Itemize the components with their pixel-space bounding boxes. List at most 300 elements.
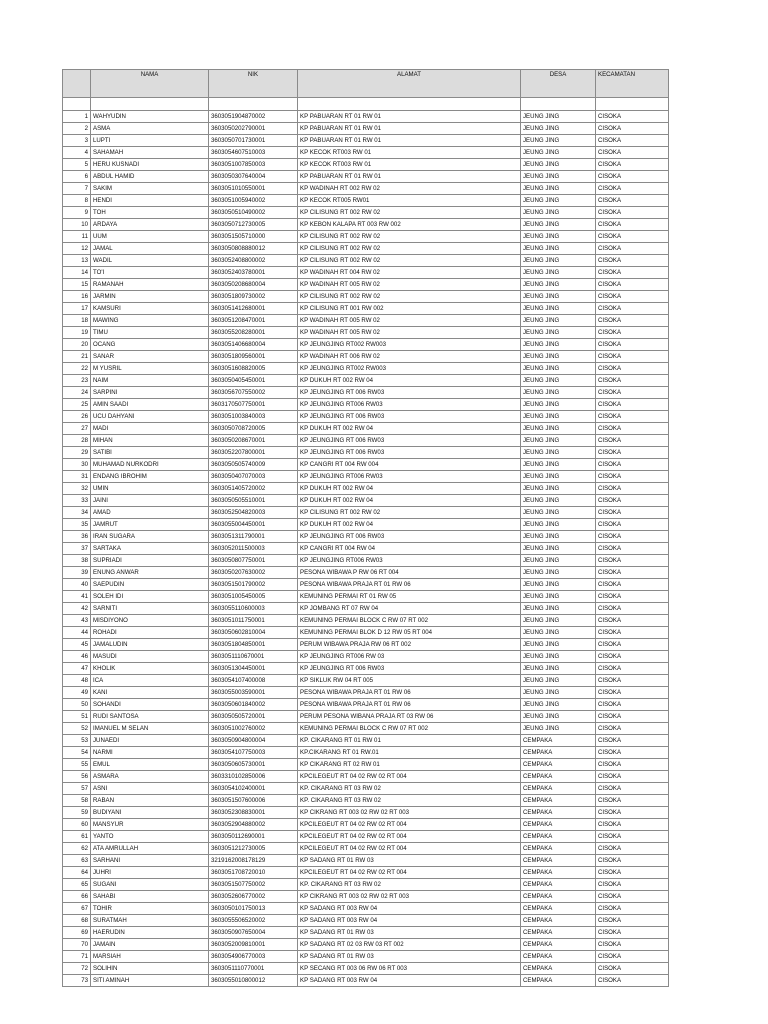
table-row [63,147,669,159]
cell-no: 27 [63,423,91,435]
table-row [63,927,669,939]
cell-nama: MAWING [91,315,209,327]
cell-kecamatan: CISOKA [596,735,669,747]
cell-kecamatan: CISOKA [596,939,669,951]
table-row [63,195,669,207]
cell-alamat: KP DUKUH RT 002 RW 04 [298,423,521,435]
table-row [63,471,669,483]
cell-nik: 3603051010550001 [209,183,298,195]
cell-alamat: KP JEUNGJING RT 006 RW03 [298,663,521,675]
cell-alamat: KP WADINAH RT 005 RW 02 [298,315,521,327]
cell-alamat: KP JEUNGJING RT 006 RW03 [298,435,521,447]
table-row [63,903,669,915]
cell-desa: JEUNG JING [521,507,596,519]
cell-nik: 3603051005940002 [209,195,298,207]
cell-nik: 3603051804850001 [209,639,298,651]
cell-nama: ASNI [91,783,209,795]
cell-nama: SANAR [91,351,209,363]
table-row [63,267,669,279]
cell-desa: JEUNG JING [521,471,596,483]
cell-nik: 3603050510490002 [209,207,298,219]
cell-desa: JEUNG JING [521,195,596,207]
cell-kecamatan: CISOKA [596,219,669,231]
cell-nik: 3603050505720001 [209,711,298,723]
cell-no: 35 [63,519,91,531]
table-row [63,363,669,375]
cell-nama: MADI [91,423,209,435]
cell-alamat: KP DUKUH RT 002 RW 04 [298,519,521,531]
cell-alamat: KP JEUNGJING RT002 RW003 [298,363,521,375]
cell-nik: 3603050712730005 [209,219,298,231]
cell-nama: ENUNG ANWAR [91,567,209,579]
cell-desa: JEUNG JING [521,255,596,267]
cell-nama: UUM [91,231,209,243]
cell-no: 64 [63,867,91,879]
header-no [63,70,91,98]
cell-nama: KANI [91,687,209,699]
cell-no: 29 [63,447,91,459]
table-row [63,435,669,447]
cell-kecamatan: CISOKA [596,579,669,591]
cell-alamat: KP. CIKARANG RT 03 RW 02 [298,795,521,807]
cell-nama: SATIBI [91,447,209,459]
cell-no: 73 [63,975,91,987]
cell-kecamatan: CISOKA [596,855,669,867]
cell-kecamatan: CISOKA [596,315,669,327]
header-alamat: ALAMAT [298,70,521,98]
cell-no: 34 [63,507,91,519]
cell-kecamatan: CISOKA [596,375,669,387]
cell-no: 65 [63,879,91,891]
cell-nik: 3603050101750013 [209,903,298,915]
cell-nama: SARTAKA [91,543,209,555]
cell-alamat: KP JEUNGJING RT002 RW003 [298,339,521,351]
cell-no: 42 [63,603,91,615]
cell-desa: JEUNG JING [521,315,596,327]
cell-nik: 3603051405720002 [209,483,298,495]
cell-nik: 3603050601840002 [209,699,298,711]
table-row [63,387,669,399]
cell-alamat: KP SADANG RT 003 RW 04 [298,975,521,987]
cell-alamat: KP WADINAH RT 005 RW 02 [298,327,521,339]
cell-nama: RUDI SANTOSA [91,711,209,723]
cell-kecamatan: CISOKA [596,507,669,519]
cell-kecamatan: CISOKA [596,351,669,363]
cell-no: 24 [63,387,91,399]
cell-alamat: KP CILISUNG RT 002 RW 02 [298,507,521,519]
cell-no: 37 [63,543,91,555]
cell-desa: CEMPAKA [521,843,596,855]
table-row [63,819,669,831]
table-row [63,663,669,675]
cell-desa: CEMPAKA [521,891,596,903]
cell-nama: TOH [91,207,209,219]
cell-desa: JEUNG JING [521,687,596,699]
cell-nama: HAERUDIN [91,927,209,939]
cell-kecamatan: CISOKA [596,747,669,759]
cell-nik: 3603050208670001 [209,435,298,447]
cell-desa: JEUNG JING [521,219,596,231]
cell-alamat: KP JEUNGJING RT006 RW03 [298,471,521,483]
cell-desa: CEMPAKA [521,915,596,927]
cell-alamat: KP CANGRI RT 004 RW 04 [298,543,521,555]
table-row [63,135,669,147]
cell-nama: KAMSURI [91,303,209,315]
cell-nama: JUHRI [91,867,209,879]
cell-nik: 3603052606770002 [209,891,298,903]
cell-desa: JEUNG JING [521,411,596,423]
cell-alamat: KP JEUNGJING RT 006 RW03 [298,447,521,459]
cell-alamat: KP KECOK RT005 RW01 [298,195,521,207]
cell-desa: JEUNG JING [521,723,596,735]
header-desa: DESA [521,70,596,98]
cell-nama: SAEPUDIN [91,579,209,591]
cell-no: 30 [63,459,91,471]
table-row [63,411,669,423]
table-row [63,807,669,819]
cell-nama: SITI AMINAH [91,975,209,987]
cell-alamat: KEMUNING PERMAI BLOCK C RW 07 RT 002 [298,723,521,735]
cell-nik: 3603050405450001 [209,375,298,387]
table-row [63,339,669,351]
cell-alamat: KP CIKRANG RT 003 02 RW 02 RT 003 [298,807,521,819]
cell-kecamatan: CISOKA [596,195,669,207]
table-row [63,975,669,987]
cell-no: 48 [63,675,91,687]
cell-desa: CEMPAKA [521,951,596,963]
cell-desa: CEMPAKA [521,783,596,795]
cell-no: 52 [63,723,91,735]
cell-nik: 3603051208470001 [209,315,298,327]
cell-desa: CEMPAKA [521,855,596,867]
table-row [63,627,669,639]
table-row [63,183,669,195]
cell-nik: 3603050207630002 [209,567,298,579]
cell-nik: 3603051608820005 [209,363,298,375]
cell-desa: JEUNG JING [521,375,596,387]
cell-alamat: KPCILEGEUT RT 04 02 RW 02 RT 004 [298,867,521,879]
cell-desa: JEUNG JING [521,615,596,627]
cell-nama: KHOLIK [91,663,209,675]
cell-desa: CEMPAKA [521,795,596,807]
cell-desa: CEMPAKA [521,903,596,915]
table-row [63,483,669,495]
table-body [63,98,669,987]
table-row [63,603,669,615]
cell-kecamatan: CISOKA [596,903,669,915]
table-row [63,915,669,927]
cell-kecamatan: CISOKA [596,147,669,159]
cell-alamat: KPCILEGEUT RT 04 02 RW 02 RT 004 [298,843,521,855]
cell-kecamatan: CISOKA [596,807,669,819]
table-row [63,243,669,255]
cell-alamat: KP DUKUH RT 002 RW 04 [298,483,521,495]
table-row [63,399,669,411]
cell-nama: WADIL [91,255,209,267]
table-row [63,459,669,471]
cell-nama: SOLIHIN [91,963,209,975]
cell-alamat: KP SADANG RT 01 RW 03 [298,855,521,867]
table-row [63,543,669,555]
cell-no: 51 [63,711,91,723]
cell-nama: LUPTI [91,135,209,147]
cell-desa: JEUNG JING [521,339,596,351]
cell-no: 33 [63,495,91,507]
cell-kecamatan: CISOKA [596,687,669,699]
cell-no: 69 [63,927,91,939]
table-row [63,555,669,567]
cell-alamat: KP. CIKARANG RT 01 RW 01 [298,735,521,747]
cell-kecamatan: CISOKA [596,423,669,435]
cell-no: 4 [63,147,91,159]
cell-kecamatan: CISOKA [596,723,669,735]
cell-desa: JEUNG JING [521,231,596,243]
cell-desa: JEUNG JING [521,363,596,375]
cell-nama: IRAN SUGARA [91,531,209,543]
cell-desa: CEMPAKA [521,939,596,951]
table-row [63,843,669,855]
cell-no: 5 [63,159,91,171]
cell-kecamatan: CISOKA [596,963,669,975]
cell-no: 53 [63,735,91,747]
cell-desa: JEUNG JING [521,603,596,615]
cell-nama: TIMU [91,327,209,339]
cell-no: 55 [63,759,91,771]
cell-nik: 3603055004450001 [209,519,298,531]
cell-nama: NAIM [91,375,209,387]
cell-alamat: PERUM WIBAWA PRAJA RW 06 RT 002 [298,639,521,651]
cell-desa: JEUNG JING [521,591,596,603]
cell-no: 10 [63,219,91,231]
table-row [63,855,669,867]
table-row [63,747,669,759]
cell-desa: JEUNG JING [521,459,596,471]
cell-alamat: KEMUNING PERMAI RT 01 RW 05 [298,591,521,603]
cell-alamat: KP JOMBANG RT 07 RW 04 [298,603,521,615]
cell-nama: HERU KUSNADI [91,159,209,171]
table-row [63,615,669,627]
cell-alamat: KPCILEGEUT RT 04 02 RW 02 RT 004 [298,831,521,843]
table-row [63,771,669,783]
cell-desa: JEUNG JING [521,267,596,279]
cell-nama: ASMARA [91,771,209,783]
cell-desa: CEMPAKA [521,963,596,975]
cell-kecamatan: CISOKA [596,639,669,651]
table-row [63,891,669,903]
cell-nama: TO'I [91,267,209,279]
table-row [63,231,669,243]
cell-nama: SURATMAH [91,915,209,927]
cell-nama: MASUDI [91,651,209,663]
cell-desa: CEMPAKA [521,747,596,759]
cell-alamat: KP CILISUNG RT 001 RW 002 [298,303,521,315]
cell-no: 17 [63,303,91,315]
cell-desa: JEUNG JING [521,423,596,435]
table-row [63,219,669,231]
cell-kecamatan: CISOKA [596,411,669,423]
cell-desa: JEUNG JING [521,567,596,579]
cell-desa: CEMPAKA [521,975,596,987]
table-row [63,111,669,123]
cell-desa: CEMPAKA [521,879,596,891]
cell-nama: WAHYUDIN [91,111,209,123]
table-row [63,291,669,303]
cell-nama: JAINI [91,495,209,507]
cell-alamat: KP. CIKARANG RT 03 RW 02 [298,783,521,795]
cell-alamat: KP CILISUNG RT 002 RW 02 [298,243,521,255]
cell-nik: 3603051311790001 [209,531,298,543]
cell-no: 13 [63,255,91,267]
cell-no: 11 [63,231,91,243]
cell-nama: ASMA [91,123,209,135]
table-row [63,279,669,291]
table-row [63,303,669,315]
cell-nik: 3603055506520002 [209,915,298,927]
cell-alamat: KP CILISUNG RT 002 RW 02 [298,207,521,219]
cell-nik: 3603050202790001 [209,123,298,135]
cell-no: 45 [63,639,91,651]
table-row [63,951,669,963]
cell-alamat: KP CILISUNG RT 002 RW 02 [298,255,521,267]
cell-kecamatan: CISOKA [596,531,669,543]
cell-alamat: PESONA WIBAWA PRAJA RT 01 RW 06 [298,699,521,711]
cell-kecamatan: CISOKA [596,651,669,663]
cell-desa: CEMPAKA [521,927,596,939]
cell-nama: SAHABI [91,891,209,903]
cell-alamat: KP JEUNGJING RT 006 RW03 [298,387,521,399]
table-row [63,939,669,951]
table-row [63,591,669,603]
cell-desa: JEUNG JING [521,711,596,723]
cell-no: 18 [63,315,91,327]
cell-kecamatan: CISOKA [596,459,669,471]
cell-kecamatan: CISOKA [596,975,669,987]
cell-kecamatan: CISOKA [596,867,669,879]
cell-kecamatan: CISOKA [596,207,669,219]
cell-desa: JEUNG JING [521,495,596,507]
cell-nama: IMANUEL M SELAN [91,723,209,735]
data-table [62,69,669,987]
table-row [63,171,669,183]
cell-kecamatan: CISOKA [596,543,669,555]
cell-desa: JEUNG JING [521,135,596,147]
cell-kecamatan: CISOKA [596,831,669,843]
cell-nama: SAHAMAH [91,147,209,159]
cell-nama: TOHIR [91,903,209,915]
cell-nik: 3603050605730001 [209,759,298,771]
cell-kecamatan: CISOKA [596,843,669,855]
cell-alamat: KPCILEGEUT RT 04 02 RW 02 RT 004 [298,819,521,831]
table-row [63,963,669,975]
cell-alamat: KP WADINAH RT 002 RW 02 [298,183,521,195]
cell-kecamatan: CISOKA [596,243,669,255]
cell-desa: JEUNG JING [521,183,596,195]
cell-kecamatan: CISOKA [596,675,669,687]
cell-alamat: KP DUKUH RT 002 RW 04 [298,375,521,387]
cell-nik: 3603050112690001 [209,831,298,843]
cell-alamat: KP CIKARANG RT 02 RW 01 [298,759,521,771]
cell-no: 49 [63,687,91,699]
cell-desa: CEMPAKA [521,867,596,879]
cell-alamat: KP JEUNGJING RT006 RW03 [298,555,521,567]
cell-kecamatan: CISOKA [596,567,669,579]
table-row [63,723,669,735]
cell-alamat: PERUM PESONA WIBANA PRAJA RT 03 RW 06 [298,711,521,723]
cell-desa: JEUNG JING [521,675,596,687]
cell-kecamatan: CISOKA [596,759,669,771]
table-row [63,531,669,543]
cell-no: 22 [63,363,91,375]
cell-nama: SUPRIADI [91,555,209,567]
cell-desa: JEUNG JING [521,639,596,651]
cell-nama: RABAN [91,795,209,807]
cell-kecamatan: CISOKA [596,279,669,291]
cell-kecamatan: CISOKA [596,915,669,927]
cell-no: 23 [63,375,91,387]
cell-nik: 3603054107400008 [209,675,298,687]
cell-kecamatan: CISOKA [596,951,669,963]
cell-desa: CEMPAKA [521,819,596,831]
cell-kecamatan: CISOKA [596,363,669,375]
cell-alamat: KP CILISUNG RT 002 RW 02 [298,291,521,303]
cell-desa: JEUNG JING [521,327,596,339]
header-nik: NIK [209,70,298,98]
cell-desa: CEMPAKA [521,807,596,819]
cell-desa: CEMPAKA [521,759,596,771]
cell-nama: JUNAEDI [91,735,209,747]
cell-nik: 3603170507750001 [209,399,298,411]
cell-kecamatan: CISOKA [596,891,669,903]
cell-desa: CEMPAKA [521,735,596,747]
cell-nama: UMIN [91,483,209,495]
cell-no: 32 [63,483,91,495]
cell-kecamatan: CISOKA [596,711,669,723]
cell-no: 63 [63,855,91,867]
cell-nik: 3603051304450001 [209,663,298,675]
cell-alamat: PESONA WIBAWA P RW 06 RT 004 [298,567,521,579]
cell-kecamatan: CISOKA [596,303,669,315]
cell-nama: ROHADI [91,627,209,639]
cell-desa: JEUNG JING [521,243,596,255]
table-row [63,375,669,387]
cell-nik: 3603055208280001 [209,327,298,339]
cell-alamat: KP SADANG RT 01 RW 03 [298,951,521,963]
cell-nik: 3603050807750001 [209,555,298,567]
cell-no: 67 [63,903,91,915]
cell-desa: JEUNG JING [521,699,596,711]
cell-nama: UCU DAHYANI [91,411,209,423]
cell-nama: MUHAMAD NURKODRI [91,459,209,471]
cell-nama: SAKIM [91,183,209,195]
cell-nik: 3603051507600006 [209,795,298,807]
cell-no: 36 [63,531,91,543]
cell-kecamatan: CISOKA [596,495,669,507]
cell-nik: 3603050208680004 [209,279,298,291]
cell-no: 50 [63,699,91,711]
cell-no: 6 [63,171,91,183]
cell-kecamatan: CISOKA [596,603,669,615]
table-row [63,351,669,363]
cell-alamat: KPCILEGEUT RT 04 02 RW 02 RT 004 [298,771,521,783]
cell-alamat: KP PABUARAN RT 01 RW 01 [298,171,521,183]
cell-no: 70 [63,939,91,951]
cell-kecamatan: CISOKA [596,183,669,195]
cell-nik: 3603055003590001 [209,687,298,699]
cell-desa: JEUNG JING [521,303,596,315]
cell-kecamatan: CISOKA [596,447,669,459]
cell-desa: JEUNG JING [521,171,596,183]
cell-no: 15 [63,279,91,291]
